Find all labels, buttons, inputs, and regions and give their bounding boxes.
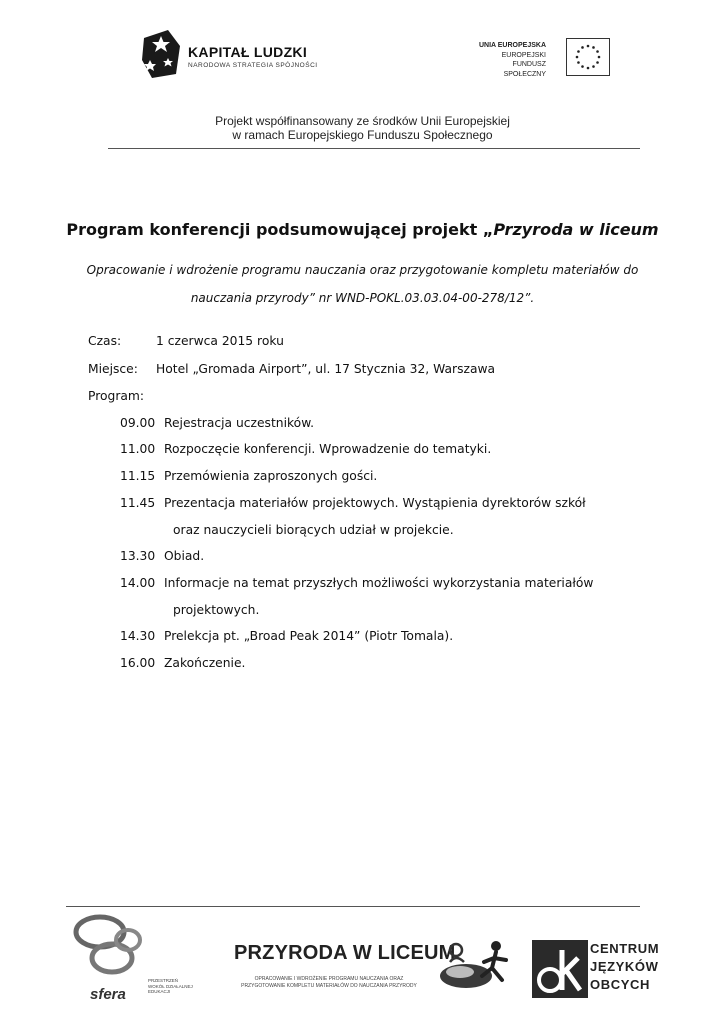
program-text: Informacje na temat przyszłych możliwości wykorzystania materiałów: [164, 576, 594, 590]
subtitle-line-1: Opracowanie i wdrożenie programu nauczania oraz przygotowanie kompletu materiałów do: [86, 263, 639, 277]
eu-line-3: FUNDUSZ SPOŁECZNY: [503, 61, 546, 78]
sfera-tagline-3: EDUKACJI: [148, 989, 171, 994]
program-item-continuation: projektowych.: [173, 603, 260, 617]
eu-star-icon: [587, 45, 590, 48]
time-label: Czas:: [88, 334, 122, 348]
program-text: Rejestracja uczestników.: [164, 416, 315, 430]
eu-star-icon: [581, 46, 584, 49]
kapital-ludzki-star-icon: [140, 28, 182, 80]
cjo-line-3: OBCYCH: [590, 977, 650, 992]
program-time: 14.00: [120, 576, 156, 590]
place-row: [88, 362, 495, 376]
eu-star-icon: [592, 46, 595, 49]
program-item: [120, 442, 491, 456]
kapital-ludzki-subtitle: NARODOWA STRATEGIA SPÓJNOŚCI: [188, 62, 318, 69]
program-item-continuation: oraz nauczycieli biorących udział w projekcie.: [173, 523, 454, 537]
eu-line-2: EUROPEJSKI: [501, 51, 546, 59]
program-text: Zakończenie.: [164, 656, 246, 670]
program-text: Prezentacja materiałów projektowych. Wystąpienia dyrektorów szkół: [164, 496, 586, 510]
program-item: [120, 469, 377, 483]
program-item: [120, 496, 586, 510]
program-text: Obiad.: [164, 549, 205, 563]
program-item: [120, 656, 245, 670]
eu-star-icon: [596, 50, 599, 53]
program-time: 11.00: [120, 442, 156, 456]
eu-logo: [470, 38, 610, 78]
sfera-wordmark: sfera: [90, 986, 126, 1003]
sfera-tagline-2: WOKÓŁ DZIAŁALNEJ: [148, 983, 193, 989]
program-time: 16.00: [120, 656, 156, 670]
document-subtitle: [80, 256, 645, 312]
cofinancing-line-2: w ramach Europejskiego Funduszu Społecznego: [232, 128, 493, 142]
centrum-jezykow-obcych-logo: [532, 940, 660, 998]
program-item: [120, 576, 593, 590]
cofinancing-line-1: Projekt współfinansowany ze środków Unii Europejskiej: [215, 114, 510, 128]
eu-star-icon: [587, 67, 590, 70]
program-item: [120, 629, 453, 643]
nature-student-icon: [436, 936, 522, 994]
eu-logo-text: [470, 41, 546, 79]
sfera-rings-icon: [70, 912, 150, 988]
eu-flag-icon: [566, 38, 610, 76]
eu-star-icon: [577, 50, 580, 53]
document-title: [0, 220, 725, 239]
cjo-line-1: CENTRUM: [590, 941, 660, 956]
eu-line-1: UNIA EUROPEJSKA: [478, 42, 546, 49]
cjo-text: [590, 940, 659, 994]
pwl-title: PRZYRODA W LICEUM: [234, 942, 456, 964]
cjo-line-2: JĘZYKÓW: [590, 959, 659, 974]
eu-star-icon: [581, 65, 584, 68]
przyroda-w-liceum-logo: [232, 940, 522, 1006]
pwl-subtitle-2: PRZYGOTOWANIE KOMPLETU MATERIAŁÓW DO NAUCZANIA PRZYRODY: [241, 983, 417, 989]
program-text: Prelekcja pt. „Broad Peak 2014” (Piotr Tomala).: [164, 629, 454, 643]
sfera-logo: [70, 912, 230, 1012]
title-prefix: Program konferencji podsumowującej projekt „: [66, 220, 494, 239]
eu-star-icon: [576, 56, 579, 59]
program-time: 13.30: [120, 549, 156, 563]
pwl-subtitle: [234, 976, 424, 990]
program-time: 11.15: [120, 469, 156, 483]
cjo-mark-icon: [532, 940, 588, 998]
time-row: [88, 334, 284, 348]
place-value: Hotel „Gromada Airport”, ul. 17 Stycznia 32, Warszawa: [156, 362, 496, 376]
program-text: Rozpoczęcie konferencji. Wprowadzenie do tematyki.: [164, 442, 492, 456]
subtitle-line-2: nauczania przyrody” nr WND-POKL.03.03.04-00-278/12”.: [190, 291, 535, 305]
header-divider: [108, 148, 640, 149]
sfera-tagline: [148, 978, 193, 995]
program-item: [120, 549, 204, 563]
kapital-ludzki-title: KAPITAŁ LUDZKI: [188, 44, 308, 60]
program-time: 09.00: [120, 416, 156, 430]
program-item: [120, 416, 314, 430]
place-label: Miejsce:: [88, 362, 138, 376]
footer-divider: [66, 906, 640, 907]
time-value: 1 czerwca 2015 roku: [156, 334, 284, 348]
program-label: Program:: [88, 389, 145, 403]
kapital-ludzki-logo: [140, 28, 330, 80]
program-text: Przemówienia zaproszonych gości.: [164, 469, 378, 483]
title-project-name: Przyroda w liceum: [493, 220, 659, 239]
eu-star-icon: [577, 61, 580, 64]
program-time: 11.45: [120, 496, 156, 510]
sfera-tagline-1: PRZESTRZEŃ: [148, 978, 179, 983]
eu-star-icon: [598, 56, 601, 59]
cofinancing-note: [0, 114, 725, 142]
program-time: 14.30: [120, 629, 156, 643]
pwl-subtitle-1: OPRACOWANIE I WDROŻENIE PROGRAMU NAUCZANIA ORAZ: [254, 976, 404, 982]
eu-star-icon: [596, 61, 599, 64]
eu-star-icon: [592, 65, 595, 68]
